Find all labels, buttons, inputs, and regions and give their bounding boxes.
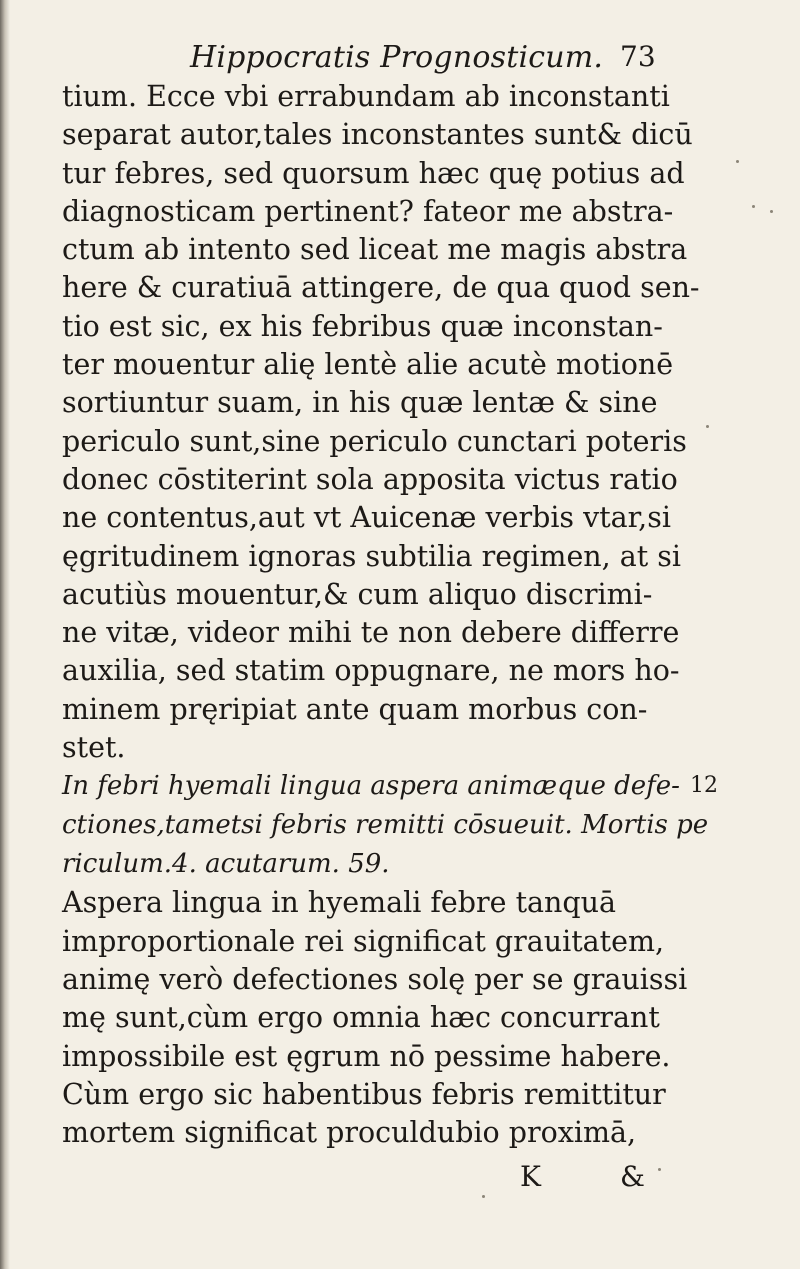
paper-speck (482, 1195, 485, 1198)
heading-line: In febri hyemali lingua aspera animæque defe- (62, 771, 680, 802)
text-line: tur febres, sed quorsum hæc quę potius ad (62, 156, 685, 190)
page-gutter-shadow (0, 0, 10, 1269)
text-line: ter mouentur alię lentè alie acutè motionē (62, 348, 674, 382)
text-line: ne vitæ, videor mihi te non debere differre (62, 616, 680, 650)
catchword: & (620, 1160, 645, 1193)
text-line: mę sunt,cùm ergo omnia hæc concurrant (62, 1001, 660, 1035)
text-line: diagnosticam pertinent? fateor me abstra- (62, 194, 674, 228)
text-line: minem pręripiat ante quam morbus con- (62, 692, 648, 726)
paper-speck (770, 210, 773, 213)
signature-mark: K (520, 1160, 541, 1193)
text-line: animę verò defectiones solę per se grauissi (62, 962, 688, 996)
text-line: sortiuntur suam, in his quæ lentæ & sine (62, 386, 658, 420)
text-line: ne contentus,aut vt Auicenæ verbis vtar,si (62, 501, 671, 535)
text-line: ctum ab intento sed liceat me magis abstra (62, 233, 688, 267)
text-line: tium. Ecce vbi errabundam ab inconstanti (62, 80, 670, 113)
heading-line: riculum.4. acutarum. 59. (62, 849, 390, 880)
text-line: separat autor,tales inconstantes sunt& dicū (62, 118, 693, 152)
page-header (0, 40, 800, 80)
text-line: improportionale rei significat grauitatem, (62, 924, 665, 958)
text-line: acutiùs mouentur,& cum aliquo discrimi- (62, 577, 653, 611)
text-line: auxilia, sed statim oppugnare, ne mors ho- (62, 654, 680, 688)
text-line: impossibile est ęgrum nō pessime habere. (62, 1039, 671, 1073)
paragraph-1 (62, 78, 700, 767)
text-line: ęgritudinem ignoras subtilia regimen, at si (62, 539, 682, 573)
text-line: periculo sunt,sine periculo cunctari poteris (62, 424, 687, 458)
margin-aphorism-number: 12 (690, 773, 718, 798)
text-line: mortem significat proculdubio proximā, (62, 1116, 637, 1150)
paper-speck (752, 205, 755, 208)
running-head: Hippocratis Prognosticum. (190, 40, 604, 75)
text-line: here & curatiuā attingere, de qua quod sen- (62, 271, 700, 305)
text-line: stet. (62, 731, 126, 765)
text-line: tio est sic, ex his febribus quæ inconstan- (62, 309, 663, 343)
page-number: 73 (620, 40, 656, 73)
paper-speck (706, 425, 709, 428)
heading-line: ctiones,tametsi febris remitti cōsueuit. Mortis pe (62, 810, 709, 841)
paper-speck (736, 160, 739, 163)
text-line: Aspera lingua in hyemali febre tanquā (62, 886, 616, 920)
paper-speck (658, 1168, 661, 1171)
text-line: Cùm ergo sic habentibus febris remittitur (62, 1077, 666, 1111)
paragraph-2 (62, 884, 688, 1152)
text-line: donec cōstiterint sola apposita victus ratio (62, 462, 678, 496)
